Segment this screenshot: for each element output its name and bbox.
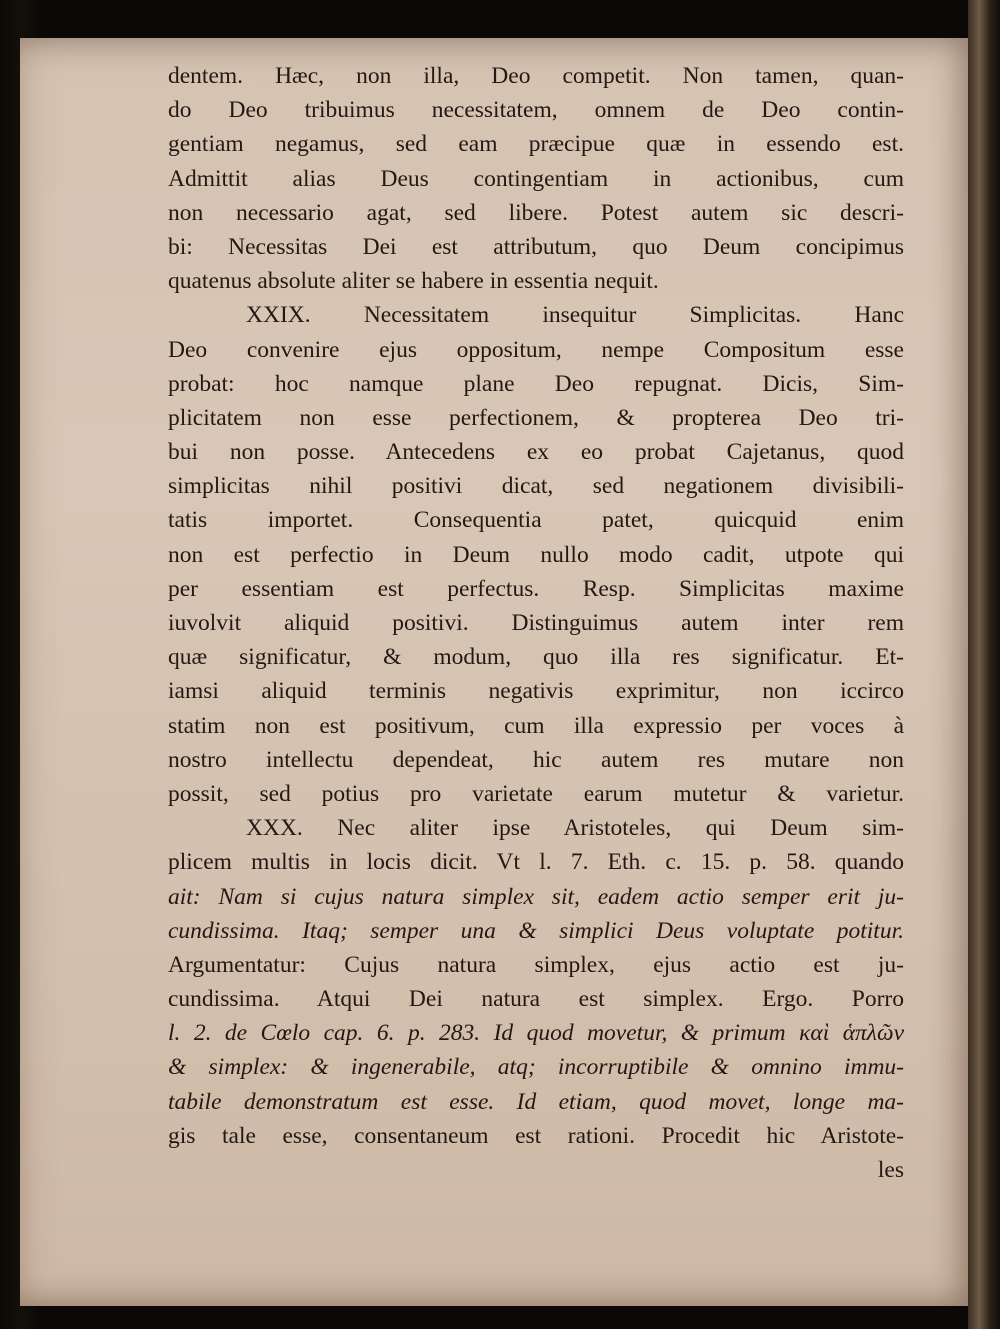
book-edge (968, 0, 1000, 1329)
text-line: bi: Necessitas Dei est attributum, quo Deum concipimus (168, 233, 904, 260)
section-heading-line: XXX. Nec aliter ipse Aristoteles, qui Deum sim- (246, 815, 904, 842)
catchword: les (877, 1157, 904, 1183)
quotation-line: cundissima. Itaq; semper una & simplici Deus voluptate potitur. (168, 917, 904, 944)
text-line: Deo convenire ejus oppositum, nempe Compositum esse (168, 336, 904, 363)
text-line: gis tale esse, consentaneum est rationi. Procedit hic Aristote- (168, 1122, 904, 1149)
text-line: per essentiam est perfectus. Resp. Simplicitas maxime (168, 575, 904, 602)
text-line: plicem multis in locis dicit. Vt l. 7. Eth. c. 15. p. 58. quando (168, 849, 904, 876)
text-line: dentem. Hæc, non illa, Deo competit. Non tamen, quan- (168, 63, 904, 89)
text-line: iuvolvit aliquid positivi. Distinguimus autem inter rem (168, 610, 904, 636)
text-line: iamsi aliquid terminis negativis exprimitur, non iccirco (168, 678, 904, 705)
text-line: Admittit alias Deus contingentiam in actionibus, cum (168, 165, 904, 192)
quotation-line: tabile demonstratum est esse. Id etiam, quod movet, longe ma- (168, 1088, 904, 1115)
text-line: non est perfectio in Deum nullo modo cadit, utpote qui (168, 541, 904, 568)
text-line: Argumentatur: Cujus natura simplex, ejus actio est ju- (168, 951, 904, 978)
text-line: gentiam negamus, sed eam præcipue quæ in essendo est. (168, 131, 904, 158)
section-heading-line: XXIX. Necessitatem insequitur Simplicitas. Hanc (246, 302, 904, 329)
text-line: simplicitas nihil positivi dicat, sed negationem divisibili- (168, 473, 904, 500)
text-line: quæ significatur, & modum, quo illa res significatur. Et- (168, 644, 904, 671)
text-line: plicitatem non esse perfectionem, & propterea Deo tri- (168, 404, 904, 431)
text-line: cundissima. Atqui Dei natura est simplex. Ergo. Porro (168, 986, 904, 1013)
text-line: possit, sed potius pro varietate earum mutetur & varietur. (168, 780, 904, 807)
quotation-line: l. 2. de Cœlo cap. 6. p. 283. Id quod movetur, & primum καὶ ἁπλῶν (168, 1020, 904, 1047)
text-line: quatenus absolute aliter se habere in essentia nequit. (168, 268, 659, 295)
text-line: nostro intellectu dependeat, hic autem res mutare non (168, 746, 904, 773)
text-line: do Deo tribuimus necessitatem, omnem de Deo contin- (168, 97, 904, 124)
quotation-line: ait: Nam si cujus natura simplex sit, eadem actio semper erit ju- (168, 883, 904, 910)
text-line: statim non est positivum, cum illa expressio per voces à (168, 712, 904, 739)
page-text (168, 59, 904, 1187)
text-line: tatis importet. Consequentia patet, quicquid enim (168, 507, 904, 534)
text-line: bui non posse. Antecedens ex eo probat Cajetanus, quod (168, 439, 904, 466)
text-line: probat: hoc namque plane Deo repugnat. Dicis, Sim- (168, 370, 904, 397)
quotation-line: & simplex: & ingenerabile, atq; incorruptibile & omnino immu- (168, 1054, 904, 1081)
text-line: non necessario agat, sed libere. Potest autem sic descri- (168, 199, 904, 226)
